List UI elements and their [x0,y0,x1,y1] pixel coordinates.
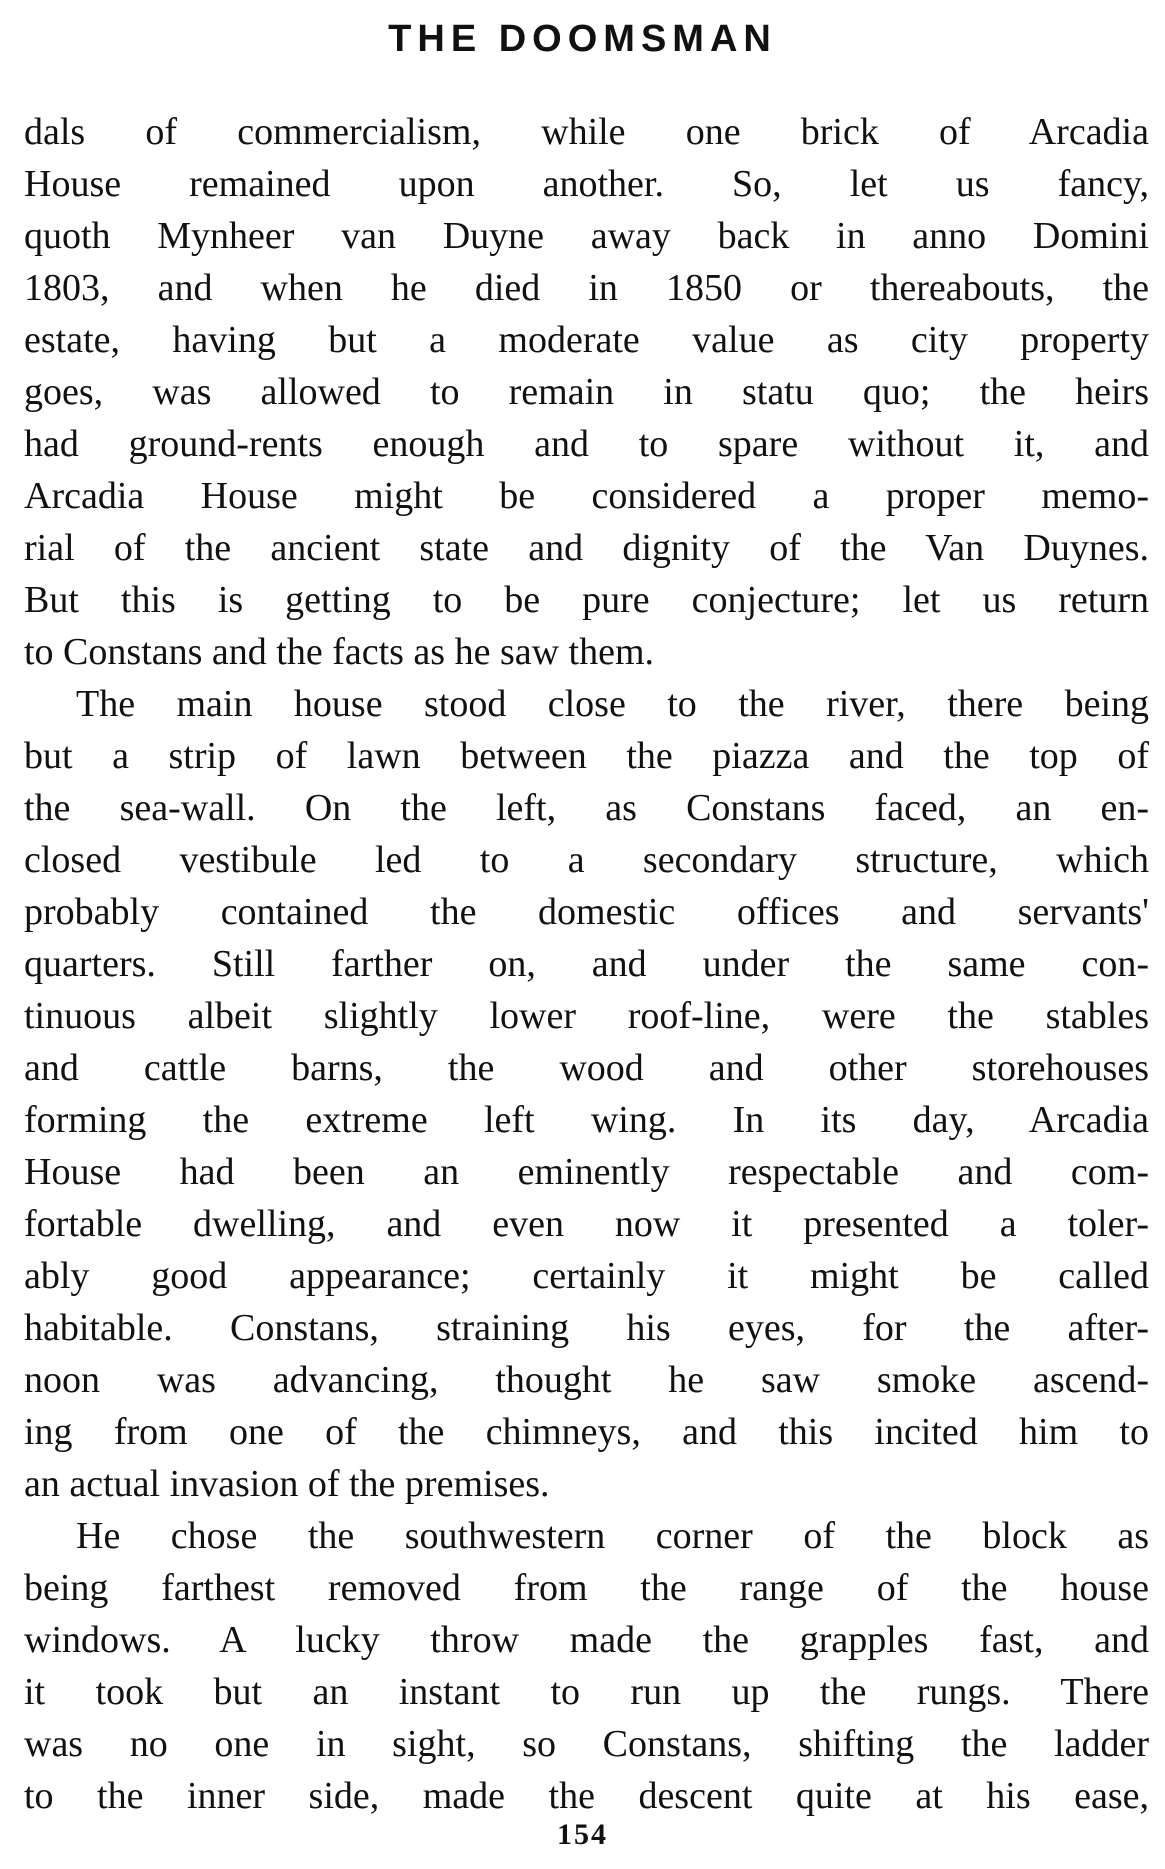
text-line: to the inner side, made the descent quite at his ease, [24,1775,1149,1817]
text-line: had ground-rents enough and to spare without it, and [24,423,1149,465]
text-line: but a strip of lawn between the piazza and the top of [24,735,1149,777]
text-line: fortable dwelling, and even now it presented a toler- [24,1203,1149,1245]
text-line: it took but an instant to run up the rungs. There [24,1671,1149,1713]
text-line: an actual invasion of the premises. [24,1463,550,1505]
text-line: being farthest removed from the range of the house [24,1567,1149,1609]
text-line: ably good appearance; certainly it might be called [24,1255,1149,1297]
text-line: quarters. Still farther on, and under the same con- [24,943,1149,985]
text-line: noon was advancing, thought he saw smoke ascend- [24,1359,1149,1401]
paragraph [24,106,1149,678]
text-line: the sea-wall. On the left, as Constans faced, an en- [24,787,1149,829]
text-line: He chose the southwestern corner of the block as [76,1515,1149,1557]
text-line: House had been an eminently respectable and com- [24,1151,1149,1193]
text-line: quoth Mynheer van Duyne away back in anno Domini [24,215,1149,257]
page-number: 154 [557,1818,608,1851]
text-line: 1803, and when he died in 1850 or thereabouts, the [24,267,1149,309]
paragraph [24,678,1149,1510]
text-line: But this is getting to be pure conjecture; let us return [24,579,1149,621]
text-line: ing from one of the chimneys, and this incited him to [24,1411,1149,1453]
text-line: The main house stood close to the river, there being [76,683,1149,725]
text-line: and cattle barns, the wood and other storehouses [24,1047,1149,1089]
body-text [24,106,1149,1822]
text-line: Arcadia House might be considered a proper memo- [24,475,1149,517]
text-line: windows. A lucky throw made the grapples fast, and [24,1619,1149,1661]
text-line: forming the extreme left wing. In its day, Arcadia [24,1099,1149,1141]
text-line: tinuous albeit slightly lower roof-line, were the stables [24,995,1149,1037]
text-line: to Constans and the facts as he saw them. [24,631,655,673]
text-line: habitable. Constans, straining his eyes, for the after- [24,1307,1149,1349]
text-line: closed vestibule led to a secondary structure, which [24,839,1149,881]
text-line: estate, having but a moderate value as city property [24,319,1149,361]
text-line: dals of commercialism, while one brick of Arcadia [24,111,1149,153]
paragraph [24,1510,1149,1822]
text-line: rial of the ancient state and dignity of the Van Duynes. [24,527,1149,569]
text-line: goes, was allowed to remain in statu quo; the heirs [24,371,1149,413]
text-line: House remained upon another. So, let us fancy, [24,163,1149,205]
text-line: was no one in sight, so Constans, shifting the ladder [24,1723,1149,1765]
text-line: probably contained the domestic offices and servants' [24,891,1149,933]
running-head: THE DOOMSMAN [388,18,777,60]
